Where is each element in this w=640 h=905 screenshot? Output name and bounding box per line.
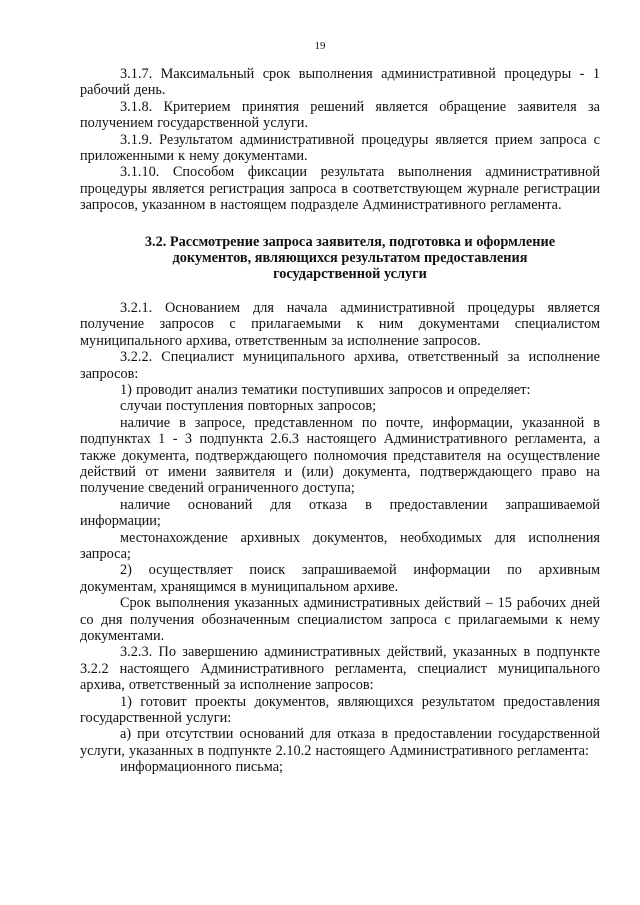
paragraph-deadline: Срок выполнения указанных административных действий – 15 рабочих дней со дня получения обозначенным специалистом запроса с прилагаемыми к нему документами. (80, 595, 600, 644)
paragraph-3-2-3: 3.2.3. По завершению административных действий, указанных в подпункте 3.2.2 настоящего Административного регламента, специалист муниципального архива, ответственный за исполнение запросов: (80, 644, 600, 694)
page-number: 19 (314, 40, 326, 52)
list-item-info-letter: информационного письма; (120, 759, 284, 776)
list-item-no-refusal-grounds: а) при отсутствии оснований для отказа в предоставлении государственной услуги, указанных в подпункте 2.10.2 настоящего Административного регламента: (80, 726, 600, 759)
list-item-repeat-requests: случаи поступления повторных запросов; (120, 398, 377, 415)
list-item-search: 2) осуществляет поиск запрашиваемой информации по архивным документам, хранящимся в муниципальном архиве. (80, 562, 600, 595)
paragraph-3-1-7: 3.1.7. Максимальный срок выполнения административной процедуры - 1 рабочий день. (80, 66, 600, 99)
document-body (80, 66, 600, 776)
heading-line: государственной услуги (273, 266, 427, 283)
heading-line: документов, являющихся результатом предоставления (172, 250, 528, 267)
list-item-prepare-drafts: 1) готовит проекты документов, являющихся результатом предоставления государственной услуги: (80, 693, 600, 727)
list-item-document-location: местонахождение архивных документов, необходимых для исполнения запроса; (80, 529, 600, 562)
paragraph-3-1-8: 3.1.8. Критерием принятия решений является обращение заявителя за получением государственной услуги. (80, 98, 600, 132)
list-item-refusal-grounds: наличие оснований для отказа в предоставлении запрашиваемой информации; (80, 496, 600, 530)
list-item-postal-request-info: наличие в запросе, представленном по почте, информации, указанной в подпунктах 1 - 3 подпункта 2.6.3 настоящего Административного регламента, а также документа, подтверждающего полномочия представителя на осуществление действий от имени заявителя и (или) документа, подтверждающего право на получение сведений ограниченного доступа; (80, 414, 600, 497)
paragraph-3-2-2: 3.2.2. Специалист муниципального архива, ответственный за исполнение запросов: (80, 349, 600, 382)
paragraph-3-2-1: 3.2.1. Основанием для начала административной процедуры является получение запросов с прилагаемыми к ним документами специалистом муниципального архива, ответственным за исполнение запросов. (80, 299, 600, 349)
heading-line: 3.2. Рассмотрение запроса заявителя, подготовка и оформление (144, 233, 556, 250)
section-heading-3-2 (80, 234, 600, 283)
paragraph-3-1-10: 3.1.10. Способом фиксации результата выполнения административной процедуры является регистрация запроса в соответствующем журнале регистрации запросов, указанном в настоящем подразделе Административного регламента. (80, 164, 600, 214)
paragraph-3-1-9: 3.1.9. Результатом административной процедуры является прием запроса с приложенными к нему документами. (80, 131, 600, 165)
list-item-analysis: 1) проводит анализ тематики поступивших запросов и определяет: (120, 381, 531, 398)
